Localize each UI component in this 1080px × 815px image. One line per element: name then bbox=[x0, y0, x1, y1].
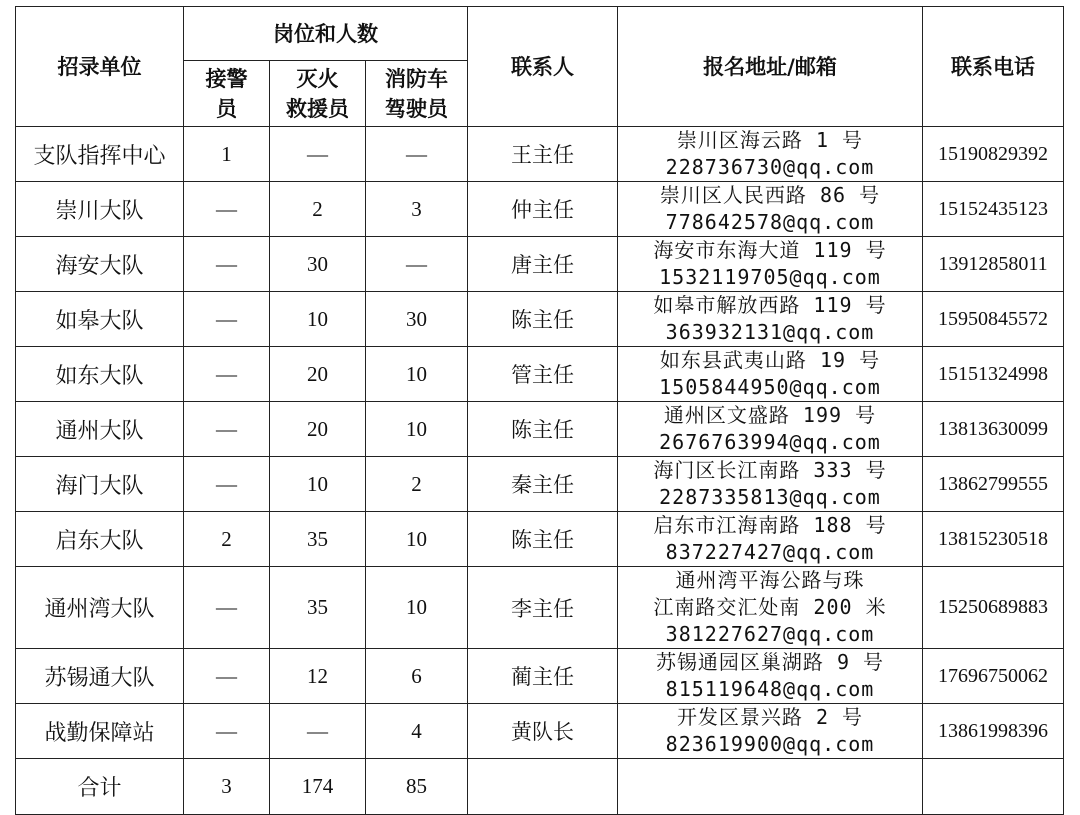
contact-cell: 陈主任 bbox=[468, 292, 618, 347]
unit-cell: 崇川大队 bbox=[16, 182, 184, 237]
address-cell bbox=[618, 237, 923, 292]
firefighter-count: — bbox=[270, 704, 366, 759]
email-text: 228736730@qq.com bbox=[665, 155, 875, 179]
address-line: 开发区景兴路 2 号 bbox=[676, 705, 864, 729]
total-firefighter: 174 bbox=[270, 759, 366, 815]
header-contact: 联系人 bbox=[468, 7, 618, 127]
email-text: 381227627@qq.com bbox=[665, 622, 875, 646]
table-row bbox=[16, 649, 1064, 704]
table-body bbox=[16, 127, 1064, 759]
address-cell bbox=[618, 347, 923, 402]
dispatcher-count: — bbox=[184, 649, 270, 704]
unit-cell: 苏锡通大队 bbox=[16, 649, 184, 704]
address-cell bbox=[618, 457, 923, 512]
address-line: 如皋市解放西路 119 号 bbox=[653, 293, 887, 317]
table-row bbox=[16, 127, 1064, 182]
unit-cell: 战勤保障站 bbox=[16, 704, 184, 759]
dispatcher-count: — bbox=[184, 704, 270, 759]
dispatcher-count: — bbox=[184, 182, 270, 237]
address-line: 崇川区人民西路 86 号 bbox=[659, 183, 881, 207]
header-dispatcher bbox=[184, 61, 270, 127]
dispatcher-count: — bbox=[184, 347, 270, 402]
contact-cell: 仲主任 bbox=[468, 182, 618, 237]
phone-cell: 13912858011 bbox=[923, 237, 1064, 292]
header-driver-line2: 驾驶员 bbox=[385, 96, 448, 121]
driver-count: 10 bbox=[366, 347, 468, 402]
total-driver: 85 bbox=[366, 759, 468, 815]
header-unit: 招录单位 bbox=[16, 7, 184, 127]
address-line: 崇川区海云路 1 号 bbox=[676, 128, 864, 152]
header-firefighter bbox=[270, 61, 366, 127]
email-text: 815119648@qq.com bbox=[665, 677, 875, 701]
address-cell bbox=[618, 292, 923, 347]
unit-cell: 通州大队 bbox=[16, 402, 184, 457]
contact-cell: 秦主任 bbox=[468, 457, 618, 512]
total-dispatcher: 3 bbox=[184, 759, 270, 815]
firefighter-count: 20 bbox=[270, 347, 366, 402]
firefighter-count: 10 bbox=[270, 292, 366, 347]
driver-count: 10 bbox=[366, 402, 468, 457]
total-phone bbox=[923, 759, 1064, 815]
address-line: 江南路交汇处南 200 米 bbox=[653, 595, 887, 619]
unit-cell: 海门大队 bbox=[16, 457, 184, 512]
email-text: 363932131@qq.com bbox=[665, 320, 875, 344]
firefighter-count: 20 bbox=[270, 402, 366, 457]
header-phone: 联系电话 bbox=[923, 7, 1064, 127]
header-firefighter-line1: 灭火 bbox=[296, 66, 339, 91]
table-row bbox=[16, 402, 1064, 457]
email-text: 778642578@qq.com bbox=[665, 210, 875, 234]
driver-count: 30 bbox=[366, 292, 468, 347]
total-contact bbox=[468, 759, 618, 815]
driver-count: — bbox=[366, 127, 468, 182]
address-line: 通州区文盛路 199 号 bbox=[663, 403, 877, 427]
phone-cell: 13813630099 bbox=[923, 402, 1064, 457]
address-line: 海门区长江南路 333 号 bbox=[653, 458, 887, 482]
phone-cell: 13861998396 bbox=[923, 704, 1064, 759]
dispatcher-count: 1 bbox=[184, 127, 270, 182]
firefighter-count: 12 bbox=[270, 649, 366, 704]
table-row bbox=[16, 347, 1064, 402]
contact-cell: 蔺主任 bbox=[468, 649, 618, 704]
unit-cell: 如皋大队 bbox=[16, 292, 184, 347]
contact-cell: 黄队长 bbox=[468, 704, 618, 759]
table-row bbox=[16, 237, 1064, 292]
address-cell bbox=[618, 182, 923, 237]
driver-count: 6 bbox=[366, 649, 468, 704]
phone-cell: 15151324998 bbox=[923, 347, 1064, 402]
email-text: 1505844950@qq.com bbox=[659, 375, 881, 399]
address-cell bbox=[618, 704, 923, 759]
dispatcher-count: 2 bbox=[184, 512, 270, 567]
contact-cell: 王主任 bbox=[468, 127, 618, 182]
email-text: 837227427@qq.com bbox=[665, 540, 875, 564]
table-row bbox=[16, 182, 1064, 237]
driver-count: 10 bbox=[366, 567, 468, 649]
driver-count: 10 bbox=[366, 512, 468, 567]
contact-cell: 唐主任 bbox=[468, 237, 618, 292]
address-cell bbox=[618, 567, 923, 649]
address-cell bbox=[618, 127, 923, 182]
header-firefighter-line2: 救援员 bbox=[286, 96, 349, 121]
address-line: 如东县武夷山路 19 号 bbox=[659, 348, 881, 372]
header-driver-line1: 消防车 bbox=[385, 66, 448, 91]
phone-cell: 15950845572 bbox=[923, 292, 1064, 347]
phone-cell: 17696750062 bbox=[923, 649, 1064, 704]
header-dispatcher-line2: 员 bbox=[216, 96, 237, 121]
contact-cell: 陈主任 bbox=[468, 402, 618, 457]
table-row bbox=[16, 457, 1064, 512]
contact-cell: 陈主任 bbox=[468, 512, 618, 567]
table-row bbox=[16, 567, 1064, 649]
driver-count: 4 bbox=[366, 704, 468, 759]
total-label: 合计 bbox=[16, 759, 184, 815]
phone-cell: 13815230518 bbox=[923, 512, 1064, 567]
table-row bbox=[16, 704, 1064, 759]
firefighter-count: 10 bbox=[270, 457, 366, 512]
phone-cell: 15250689883 bbox=[923, 567, 1064, 649]
address-line: 启东市江海南路 188 号 bbox=[653, 513, 887, 537]
dispatcher-count: — bbox=[184, 457, 270, 512]
table-row bbox=[16, 512, 1064, 567]
header-address: 报名地址/邮箱 bbox=[618, 7, 923, 127]
address-line: 苏锡通园区巢湖路 9 号 bbox=[655, 650, 885, 674]
contact-cell: 管主任 bbox=[468, 347, 618, 402]
address-line: 通州湾平海公路与珠 bbox=[675, 568, 865, 592]
address-cell bbox=[618, 649, 923, 704]
email-text: 2676763994@qq.com bbox=[659, 430, 881, 454]
firefighter-count: 2 bbox=[270, 182, 366, 237]
header-driver bbox=[366, 61, 468, 127]
recruitment-table bbox=[15, 6, 1064, 815]
firefighter-count: 35 bbox=[270, 567, 366, 649]
header-dispatcher-line1: 接警 bbox=[205, 66, 248, 91]
phone-cell: 15152435123 bbox=[923, 182, 1064, 237]
firefighter-count: 35 bbox=[270, 512, 366, 567]
table-row bbox=[16, 292, 1064, 347]
email-text: 1532119705@qq.com bbox=[659, 265, 881, 289]
address-line: 海安市东海大道 119 号 bbox=[653, 238, 887, 262]
email-text: 2287335813@qq.com bbox=[659, 485, 881, 509]
driver-count: 3 bbox=[366, 182, 468, 237]
phone-cell: 13862799555 bbox=[923, 457, 1064, 512]
unit-cell: 如东大队 bbox=[16, 347, 184, 402]
address-cell bbox=[618, 512, 923, 567]
header-positions: 岗位和人数 bbox=[184, 7, 468, 61]
dispatcher-count: — bbox=[184, 402, 270, 457]
total-row bbox=[16, 759, 1064, 815]
unit-cell: 支队指挥中心 bbox=[16, 127, 184, 182]
address-cell bbox=[618, 402, 923, 457]
total-address bbox=[618, 759, 923, 815]
dispatcher-count: — bbox=[184, 567, 270, 649]
dispatcher-count: — bbox=[184, 237, 270, 292]
dispatcher-count: — bbox=[184, 292, 270, 347]
email-text: 823619900@qq.com bbox=[665, 732, 875, 756]
firefighter-count: 30 bbox=[270, 237, 366, 292]
unit-cell: 海安大队 bbox=[16, 237, 184, 292]
driver-count: — bbox=[366, 237, 468, 292]
firefighter-count: — bbox=[270, 127, 366, 182]
unit-cell: 通州湾大队 bbox=[16, 567, 184, 649]
phone-cell: 15190829392 bbox=[923, 127, 1064, 182]
driver-count: 2 bbox=[366, 457, 468, 512]
unit-cell: 启东大队 bbox=[16, 512, 184, 567]
contact-cell: 李主任 bbox=[468, 567, 618, 649]
